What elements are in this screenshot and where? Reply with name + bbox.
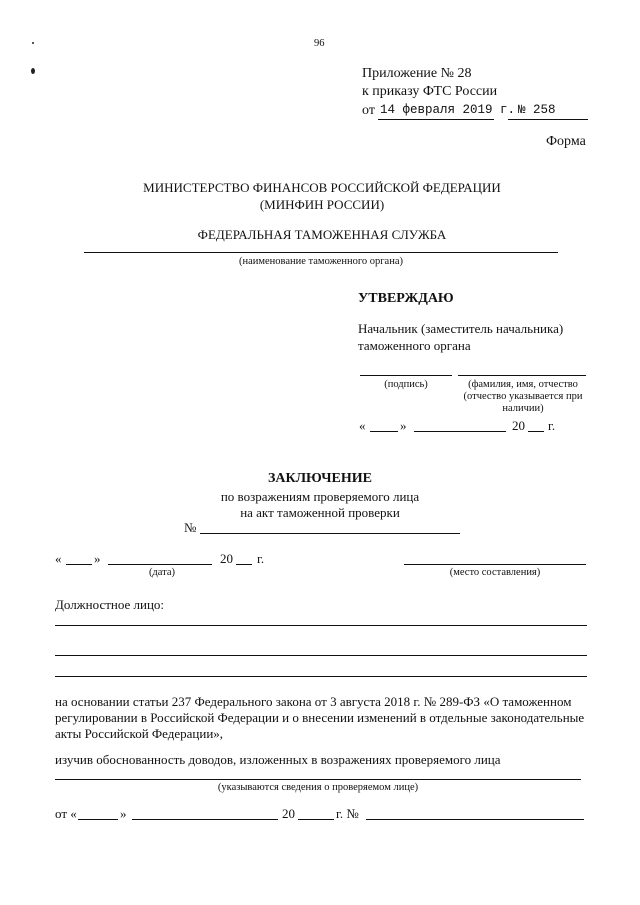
official-line-3 bbox=[55, 676, 587, 677]
from-month-line bbox=[132, 819, 278, 820]
conclusion-number-line bbox=[200, 533, 460, 534]
scan-speck bbox=[31, 68, 35, 74]
approve-year-prefix: 20 bbox=[512, 418, 525, 433]
signature-caption: (подпись) bbox=[384, 379, 428, 390]
full-name-caption-2: (отчество указывается при bbox=[463, 391, 583, 402]
appendix-date-underline bbox=[378, 119, 494, 120]
official-label: Должностное лицо: bbox=[55, 597, 165, 612]
approve-year-line bbox=[528, 431, 544, 432]
service-name: ФЕДЕРАЛЬНАЯ ТАМОЖЕННАЯ СЛУЖБА bbox=[197, 227, 447, 242]
approve-title: УТВЕРЖДАЮ bbox=[358, 291, 454, 306]
appendix-date: 14 февраля 2019 г. bbox=[380, 103, 516, 117]
studied-text: изучив обоснованность доводов, изложенных в возражениях проверяемого лица bbox=[55, 752, 501, 767]
approve-day-line bbox=[370, 431, 398, 432]
year-prefix: 20 bbox=[220, 551, 233, 566]
full-name-line bbox=[458, 375, 586, 376]
approve-date-open: « bbox=[359, 418, 366, 433]
approve-date-close: » bbox=[400, 418, 407, 433]
from-year-prefix: 20 bbox=[282, 806, 295, 821]
approve-year-suffix: г. bbox=[548, 418, 556, 433]
approver-position-line-1: Начальник (заместитель начальника) bbox=[358, 321, 564, 336]
place-line bbox=[404, 564, 586, 565]
conclusion-number-label: № bbox=[184, 520, 197, 535]
conclusion-title: ЗАКЛЮЧЕНИЕ bbox=[267, 471, 373, 486]
official-line-1 bbox=[55, 625, 587, 626]
approver-position-line-2: таможенного органа bbox=[358, 338, 471, 353]
appendix-from-label: от bbox=[362, 103, 375, 118]
person-caption: (указываются сведения о проверяемом лице) bbox=[217, 782, 419, 793]
year-line bbox=[236, 564, 252, 565]
customs-organ-line bbox=[84, 252, 558, 253]
scan-speck bbox=[32, 42, 34, 44]
from-year-line bbox=[298, 819, 334, 820]
customs-organ-caption: (наименование таможенного органа) bbox=[238, 256, 403, 267]
place-caption: (место составления) bbox=[449, 567, 541, 578]
conclusion-subtitle-2: на акт таможенной проверки bbox=[240, 505, 400, 520]
basis-text-line-1: на основании статьи 237 Федерального закона от 3 августа 2018 г. № 289-ФЗ «О таможенном bbox=[55, 694, 572, 709]
basis-text-line-3: акты Российской Федерации», bbox=[55, 726, 224, 741]
month-line bbox=[108, 564, 212, 565]
form-label: Форма bbox=[546, 134, 586, 149]
page-number: 96 bbox=[314, 38, 325, 49]
appendix-number-underline bbox=[508, 119, 588, 120]
basis-text-line-2: регулировании в Российской Федерации и о внесении изменений в отдельные законодательные bbox=[55, 710, 585, 725]
appendix-number: № 258 bbox=[518, 103, 556, 117]
from-number-line bbox=[366, 819, 584, 820]
ministry-name: МИНИСТЕРСТВО ФИНАНСОВ РОССИЙСКОЙ ФЕДЕРАЦИИ bbox=[143, 180, 501, 195]
date-close: » bbox=[94, 551, 101, 566]
from-year-suffix: г. № bbox=[336, 806, 359, 821]
appendix-line-2: к приказу ФТС России bbox=[362, 84, 498, 99]
signature-line bbox=[360, 375, 452, 376]
full-name-caption-3: наличии) bbox=[502, 403, 544, 414]
ministry-short-name: (МИНФИН РОССИИ) bbox=[259, 197, 385, 212]
official-line-2 bbox=[55, 655, 587, 656]
appendix-line-1: Приложение № 28 bbox=[362, 66, 472, 81]
conclusion-subtitle-1: по возражениям проверяемого лица bbox=[220, 489, 420, 504]
date-open: « bbox=[55, 551, 62, 566]
approve-month-line bbox=[414, 431, 506, 432]
day-line bbox=[66, 564, 92, 565]
person-line bbox=[55, 779, 581, 780]
from-day-line bbox=[78, 819, 118, 820]
date-caption: (дата) bbox=[148, 567, 176, 578]
year-suffix: г. bbox=[257, 551, 265, 566]
from-date-close: » bbox=[120, 806, 127, 821]
from-label: от « bbox=[55, 806, 77, 821]
full-name-caption-1: (фамилия, имя, отчество bbox=[468, 379, 578, 390]
